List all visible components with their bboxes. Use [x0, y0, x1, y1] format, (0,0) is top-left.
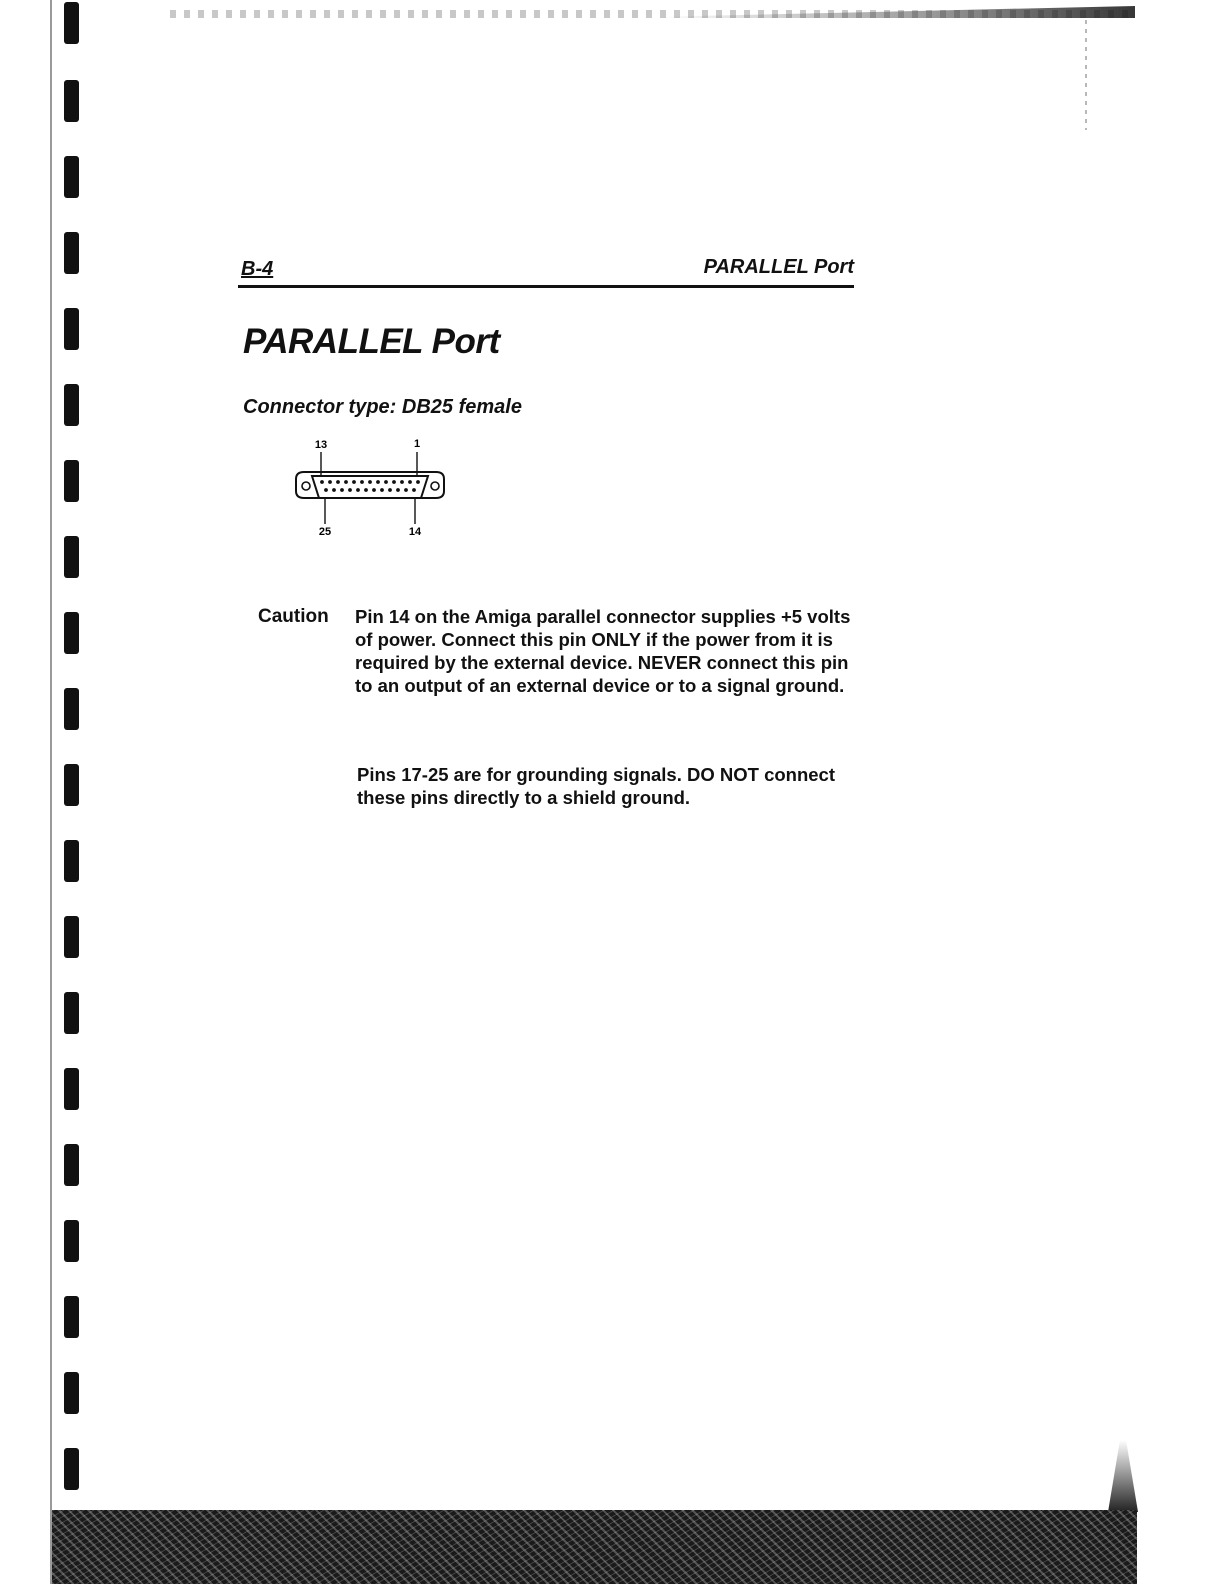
running-header [238, 255, 854, 288]
binding-hole [64, 992, 79, 1034]
connector-pin [384, 480, 388, 484]
connector-pin [372, 488, 376, 492]
connector-pin [400, 480, 404, 484]
binding-hole [64, 460, 79, 502]
caution-paragraph-2: Pins 17-25 are for grounding signals. DO NOT connect these pins directly to a shield ground. [357, 764, 836, 808]
connector-pin [324, 488, 328, 492]
binding-hole [64, 840, 79, 882]
db25-connector-diagram [290, 432, 460, 547]
page-title: PARALLEL Port [243, 322, 500, 361]
connector-pin [404, 488, 408, 492]
connector-pin [376, 480, 380, 484]
connector-pin [412, 488, 416, 492]
pin-label-14: 14 [408, 526, 422, 538]
scan-artifact-bottom [52, 1510, 1137, 1584]
connector-pin [368, 480, 372, 484]
connector-shell [312, 476, 428, 498]
connector-pin [336, 480, 340, 484]
binding-hole [64, 1448, 79, 1490]
binding-hole [64, 308, 79, 350]
connector-pin [416, 480, 420, 484]
connector-pin [320, 480, 324, 484]
binding-hole [64, 688, 79, 730]
connector-pin [392, 480, 396, 484]
connector-pin [356, 488, 360, 492]
binding-hole [64, 536, 79, 578]
binding-hole [64, 156, 79, 198]
binding-hole [64, 764, 79, 806]
connector-pin [328, 480, 332, 484]
binding-hole [64, 384, 79, 426]
connector-pin [364, 488, 368, 492]
connector-pin [352, 480, 356, 484]
connector-pin [388, 488, 392, 492]
header-section-title: PARALLEL Port [703, 256, 854, 278]
connector-pin [380, 488, 384, 492]
binding-hole [64, 916, 79, 958]
connector-pin [340, 488, 344, 492]
connector-pin [396, 488, 400, 492]
binding-edge [50, 0, 52, 1584]
mounting-hole-left [302, 482, 310, 490]
scan-shadow-curl [1108, 1440, 1138, 1512]
mounting-hole-right [431, 482, 439, 490]
binding-hole [64, 80, 79, 122]
binding-hole [64, 232, 79, 274]
pin-label-1: 1 [413, 438, 421, 450]
binding-hole [64, 612, 79, 654]
connector-pin [344, 480, 348, 484]
caution-paragraph-1: Pin 14 on the Amiga parallel connector supplies +5 volts of power. Connect this pin ONLY if the power from it is required by the external device. NEVER connect this pin to an output of an external device or to a signal ground. [355, 606, 851, 696]
caution-label: Caution [258, 606, 329, 627]
binding-hole [64, 1296, 79, 1338]
binding-hole [64, 1372, 79, 1414]
binding-hole [64, 1144, 79, 1186]
connector-pin [348, 488, 352, 492]
binding-hole [64, 1220, 79, 1262]
connector-type: Connector type: DB25 female [243, 396, 522, 418]
binding-hole [64, 2, 79, 44]
connector-pin [408, 480, 412, 484]
binding-hole [64, 1068, 79, 1110]
pin-label-25: 25 [318, 526, 332, 538]
pin-label-13: 13 [314, 439, 328, 451]
scan-artifact-right [1085, 20, 1087, 130]
connector-pin [332, 488, 336, 492]
connector-pin [360, 480, 364, 484]
page-number: B-4 [241, 258, 274, 280]
